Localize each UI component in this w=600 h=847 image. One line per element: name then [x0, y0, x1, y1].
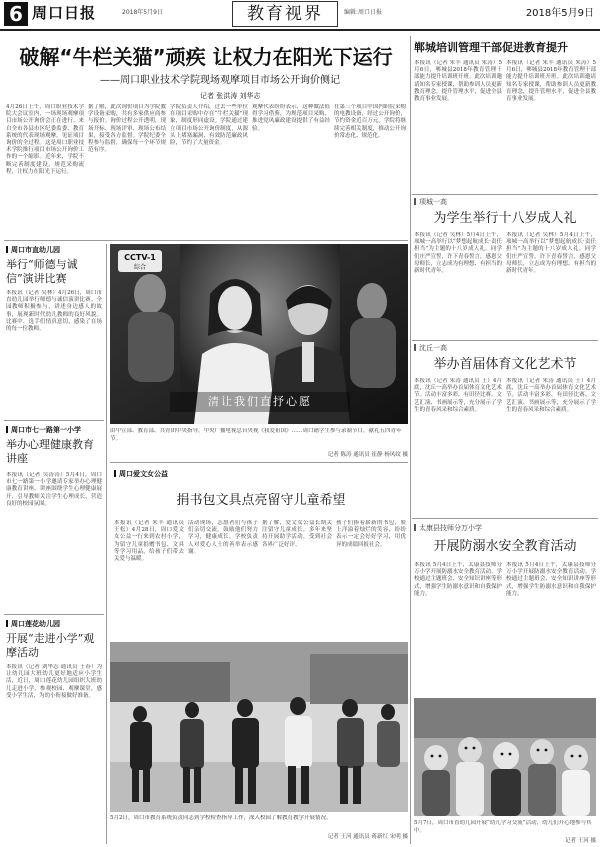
right-body-2a: 本报讯（记者 吴林）5月4日上午，项城一高举行以“梦想起航成长·责任担当”为主题的十八岁成人礼。同学们庄严宣誓，许下青春誓言，感恩父母师长，立志成为有理想、有担当的新时代青年。 [414, 232, 502, 275]
right-body-1b: 本报讯（记者 朱丰 通讯员 朱涛）5月6日，郸城县2018年教育管理干部能力提升培训班开班。此次培训邀请知名专家授课，帮助参训人员更新教育理念，提升管理水平，促进全县教育事业发展。 [506, 60, 596, 103]
lead-subhead: ——周口职业技术学院现场观摩项目市场公开询价侧记 [100, 75, 340, 86]
page-number: 6 [4, 2, 28, 26]
issue-date: 2018年5月9日 [525, 8, 594, 19]
column-divider [410, 36, 411, 844]
left-kicker-3: 周口莲花幼儿园 [6, 620, 60, 629]
right-kicker-2: 项城一高 [414, 198, 447, 207]
right-body-2b: 本报讯（记者 吴林）5月4日上午，项城一高举行以“梦想起航成长·责任担当”为主题的十八岁成人礼。同学们庄严宣誓，许下青春誓言，感恩父母师长，立志成为有理想、有担当的新时代青年。 [506, 232, 596, 275]
right-rule-2 [412, 340, 598, 341]
lead-bottom-rule [4, 240, 408, 241]
header-rule [0, 29, 600, 31]
left-body-2: 本报讯（记者 吴涛涛）5月4日，周口市七一路第一小学邀请专家举办心理健康教育讲座。讲座围绕学生心理健康展开，引导教师关注学生心理成长，营造良好的校园氛围。 [6, 472, 102, 507]
right-body-4a: 本报讯 5月4日上午，太康县技师分万小学开展防溺水安全教育活动。学校通过主题班会、安全知识讲座等形式，增强学生防溺水意识和自我保护能力。 [414, 562, 502, 597]
lead-byline: 记者 张洪涛 刘华志 [200, 92, 261, 100]
officials-photo [110, 642, 408, 812]
officials-photo-caption: 5月2日，周口市教育系统负责同志到学校检查指导工作，深入校园了解教育教学开展情况。 [110, 815, 332, 821]
lead-headline: 破解“牛栏关猫”顽疾 让权力在阳光下运行 [19, 45, 393, 69]
middle-kicker: 周口爱文女公益 [114, 470, 168, 479]
right-kicker-3: 沈丘一高 [414, 344, 447, 353]
lead-body-col-3: 学院负责人介绍，过去一些单位在项目采购中存在“牛栏关猫”现象，制度形同虚设。学院通过建立项目市场公开询价制度，从源头上堵塞漏洞，有效防范廉政风险，节约了大量资金。 [170, 104, 248, 147]
cctv-tagline: 清让我们直抒心愿 [208, 395, 312, 408]
right-title-4: 开展防溺水安全教育活动 [433, 539, 577, 554]
lead-body-col-2: 据了解，此次询价项目为学院教学设备采购，共有多家供应商参与报价。询价过程公开透明，现场开标、现场评审、现场公布结果，接受各方监督。学院纪委全程参与监督，确保每一个环节规范有序。 [88, 104, 166, 154]
cctv-photo-caption: 由中宣部、教育部、共青团中央指导，中央广播电视总台央视《我爱祖国》……周口籍学生参与录制节目，献礼五四青年节。 [110, 428, 402, 442]
children-photo [414, 698, 596, 816]
left-column-divider [106, 244, 107, 844]
middle-body-col-1: 本报讯（记者 朱丰 通讯员 王松）4月28日，周口爱文女公益一行来到农村小学，为留守儿童捐赠书包、文具等学习用品，给孩子们带去关爱与温暖。 [114, 520, 184, 563]
cctv-logo-text: CCTV-1 [124, 253, 156, 262]
left-rule-2 [4, 614, 104, 615]
lead-body-col-1: 4月26日上午，周口职业技术学院大会议室内，一场现场观摩项目市场公开询价会正在进行。来自全市各县市区纪委监委、教育系统的代表现场观摩，见证项目询价的全过程。这是周口职业技术学院推行项目市场公开询价工作的一个缩影。近年来，学院不断完善制度建设，规范采购流程，让权力在阳光下运行。 [6, 104, 84, 175]
officials-photo-graphic [110, 642, 408, 812]
left-kicker-1: 周口市直幼儿园 [6, 246, 60, 255]
header-meta: 2018年5月9日 [122, 9, 163, 16]
paper-name: 周口日报 [32, 4, 97, 22]
cctv-photo [110, 244, 408, 424]
right-body-1a: 本报讯（记者 朱丰 通讯员 朱涛）5月6日，郸城县2018年教育管理干部能力提升培训班开班。此次培训邀请知名专家授课，帮助参训人员更新教育理念，提升管理水平，促进全县教育事业发展。 [414, 60, 502, 103]
right-rule-1 [412, 194, 598, 195]
cctv-photo-credit: 记者 陈涛 通讯员 崔静 杨风纹 摄 [327, 452, 408, 458]
left-kicker-2: 周口市七一路第一小学 [6, 426, 81, 435]
left-body-1: 本报讯（记者 吴林）4月26日，周口市直幼儿园举行师德与诚信演讲比赛。全园教师积极参与，讲述身边感人的故事，展现新时代幼儿教师的良好风貌。比赛中，选手们情真意切，感染了在场的每一位教师。 [6, 290, 102, 333]
lead-body-col-4: 观摩代表纷纷表示，这种做法值得学习借鉴，为规范项目采购、推进党风廉政建设提供了有益经验。 [252, 104, 330, 132]
children-photo-caption: 5月7日，周口市直幼儿园开展“幼儿学习交流”活动，幼儿们开心地参与其中。 [414, 820, 592, 834]
middle-body-col-2: 活动现场，志愿者们与孩子们亲切交流，鼓励他们努力学习，健康成长。学校负责人对爱心人士的善举表示感谢。 [188, 520, 258, 555]
left-title-2: 举办心理健康教育讲座 [6, 438, 94, 465]
right-title-3: 举办首届体育文化艺术节 [433, 357, 577, 372]
right-rule-3 [412, 518, 598, 519]
right-kicker-4: 太康县技师分万小学 [414, 524, 482, 533]
right-body-3b: 本报讯（记者 朱涛 通讯员 王）4月底，沈丘一高举办首届体育文化艺术节。活动丰富多彩，有田径比赛、文艺汇演、书画展示等，充分展示了学生的青春风采和综合素质。 [506, 378, 596, 413]
right-body-3a: 本报讯（记者 朱涛 通讯员 王）4月底，沈丘一高举办首届体育文化艺术节。活动丰富多彩，有田径比赛、文艺汇演、书画展示等，充分展示了学生的青春风采和综合素质。 [414, 378, 502, 413]
children-photo-credit: 记者 王河 摄 [565, 838, 596, 844]
middle-rule-1 [110, 462, 408, 463]
section-title: 教育视界 [232, 1, 338, 27]
children-photo-graphic [414, 698, 596, 816]
right-headline-1: 郸城培训管理干部促进教育提升 [414, 41, 568, 54]
left-rule-1 [4, 420, 104, 421]
left-body-3: 本报讯（记者 刘华志 通讯员 王春）为让幼儿园大班幼儿更好地适应小学生活，近日，周口莲花幼儿园组织大班幼儿走进小学，参观校园、观摩课堂，感受小学生活，为幼小衔接做好准备。 [6, 664, 102, 699]
officials-photo-credit: 记者 王河 通讯员 蒋新红 宋明 摄 [327, 834, 408, 840]
middle-title: 捐书包文具点亮留守儿童希望 [176, 493, 346, 508]
left-title-1: 举行“师德与诚信”演讲比赛 [6, 258, 78, 285]
cctv-logo-sub: 综合 [133, 264, 147, 271]
middle-body-col-4: 孩子们捧着崭新的书包，脸上洋溢着灿烂的笑容，纷纷表示一定会好好学习，用优异的成绩回报社会。 [336, 520, 406, 548]
right-body-4b: 本报讯 5月4日上午，太康县技师分万小学开展防溺水安全教育活动。学校通过主题班会、安全知识讲座等形式，增强学生防溺水意识和自我保护能力。 [506, 562, 596, 597]
left-title-3: 开展“走进小学”观摩活动 [6, 632, 95, 659]
lead-body-col-5: 在第三个项目中国内职院采购的电教设备，经过公开询价，节约资金近百万元。学院将继续完善相关制度，推动公开询价常态化、规范化。 [334, 104, 406, 139]
header-editor: 编辑:周口日报 [344, 9, 383, 16]
right-title-2: 为学生举行十八岁成人礼 [433, 211, 577, 226]
middle-body-col-3: 据了解，爱文女公益长期关注留守儿童成长，多年来坚持开展助学活动，受到社会各界广泛好评。 [262, 520, 332, 548]
page-header [0, 0, 600, 30]
